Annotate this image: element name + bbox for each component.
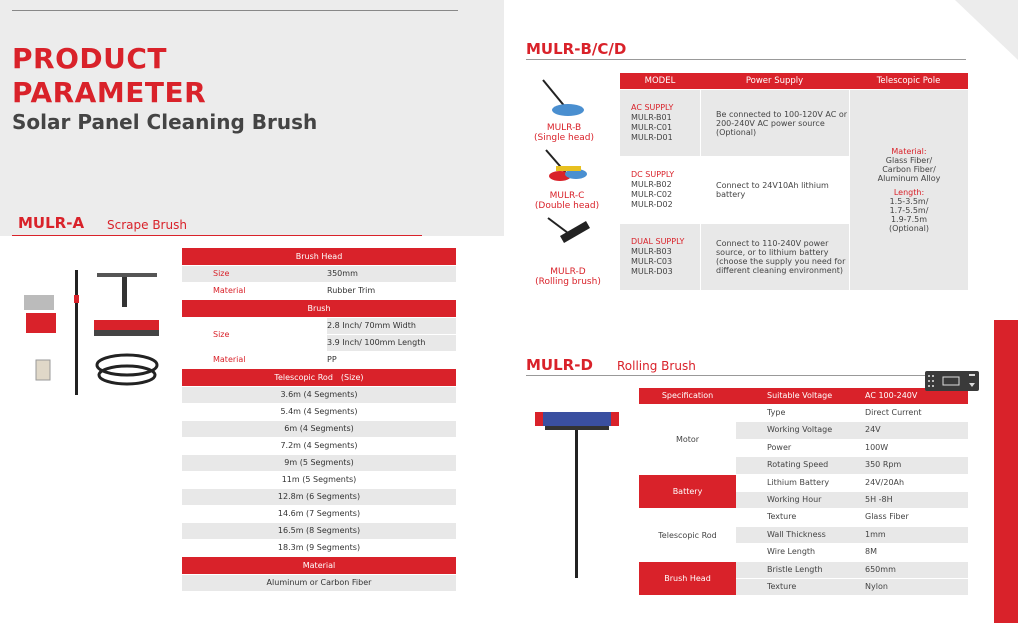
prod-name: MULR-C xyxy=(549,191,585,201)
spec-value: 24V/20Ah xyxy=(865,477,905,487)
prod-label-d xyxy=(533,267,603,287)
spec-key: Working Voltage xyxy=(767,425,833,435)
brush-size-block xyxy=(182,318,456,351)
mulr-bcd-table xyxy=(620,73,968,291)
rod-size: 14.6m (7 Segments) xyxy=(277,509,361,518)
mulr-d-subtitle: Rolling Brush xyxy=(617,359,696,373)
table-row xyxy=(736,405,968,421)
rod-size: 18.3m (9 Segments) xyxy=(277,543,361,552)
mulr-bcd-underline xyxy=(526,59,966,60)
brush-head-header: Brush Head xyxy=(182,248,456,265)
model-code: MULR-D01 xyxy=(631,133,673,142)
spec-value: 350 Rpm xyxy=(865,460,902,470)
table-row xyxy=(736,475,968,491)
spec-value: Glass Fiber xyxy=(865,512,909,522)
model-code: MULR-D03 xyxy=(631,267,673,276)
model-code: MULR-B03 xyxy=(631,247,672,256)
group-brush-head xyxy=(639,562,968,597)
col-power: Power Supply xyxy=(745,76,804,86)
mulr-bcd-title: MULR-B/C/D xyxy=(526,40,627,58)
mulr-d-product-image xyxy=(535,408,620,580)
rod-size: 12.8m (6 Segments) xyxy=(277,492,361,501)
group-label: Battery xyxy=(639,475,736,509)
row-key: Material xyxy=(213,355,246,364)
table-row xyxy=(736,422,968,438)
col-voltage: Suitable Voltage xyxy=(767,391,833,400)
table-row xyxy=(736,457,968,473)
spec-key: Rotating Speed xyxy=(767,460,829,470)
spec-key: Wall Thickness xyxy=(767,529,826,539)
mulr-d-underline xyxy=(526,375,966,376)
table-row xyxy=(182,455,456,471)
col-model: MODEL xyxy=(644,76,676,86)
prod-desc: (Double head) xyxy=(534,201,600,211)
right-accent-bar xyxy=(994,320,1018,623)
spec-value: 650mm xyxy=(865,564,896,574)
table-row xyxy=(736,440,968,456)
row-value: PP xyxy=(327,355,337,364)
table-row xyxy=(182,540,456,556)
mulr-a-subtitle: Scrape Brush xyxy=(107,218,187,232)
table-row xyxy=(736,527,968,543)
spec-key: Power xyxy=(767,442,792,452)
table-row xyxy=(736,544,968,560)
table-row xyxy=(620,90,849,156)
table-row xyxy=(182,489,456,505)
keyboard-icon xyxy=(925,371,979,391)
row-key: Size xyxy=(213,269,230,278)
col-pole: Telescopic Pole xyxy=(876,76,941,86)
table-header xyxy=(620,73,968,89)
rod-size: 9m (5 Segments) xyxy=(284,458,354,467)
row-value: 350mm xyxy=(327,269,358,278)
mulr-a-underline xyxy=(12,235,422,236)
pole-length: (Optional) xyxy=(888,224,930,233)
table-row xyxy=(620,157,849,223)
page-subtitle: Solar Panel Cleaning Brush xyxy=(12,110,318,134)
model-code: MULR-B01 xyxy=(631,113,672,122)
spec-value: 24V xyxy=(865,425,881,435)
pole-length-heading: Length: xyxy=(893,188,925,197)
row-value: 3.9 Inch/ 100mm Length xyxy=(327,335,456,351)
pole-material: Aluminum Alloy xyxy=(877,174,941,183)
row-value: 2.8 Inch/ 70mm Width xyxy=(327,318,456,334)
prod-desc: (Single head) xyxy=(533,133,595,143)
row-key: Size xyxy=(182,318,327,351)
supply-type: AC SUPPLY xyxy=(631,103,674,112)
model-code: MULR-D02 xyxy=(631,200,673,209)
table-row xyxy=(182,575,456,591)
page-title-line1: PRODUCT xyxy=(12,42,168,75)
spec-key: Lithium Battery xyxy=(767,477,830,487)
table-row xyxy=(736,492,968,508)
spec-value: Direct Current xyxy=(865,408,922,417)
prod-label-b xyxy=(533,123,595,143)
model-code: MULR-C03 xyxy=(631,257,673,266)
table-row xyxy=(620,224,849,290)
mulr-d-title: MULR-D xyxy=(526,356,593,374)
brush-header: Brush xyxy=(182,300,456,317)
group-label: Motor xyxy=(675,435,700,445)
material-header: Material xyxy=(182,557,456,574)
model-code: MULR-C01 xyxy=(631,123,673,132)
mulr-bcd-product-images xyxy=(538,78,598,253)
row-key: Material xyxy=(213,286,246,295)
spec-value: Nylon xyxy=(865,581,888,591)
spec-key: Bristle Length xyxy=(767,564,823,574)
power-desc: Be connected to 100-120V AC or 200-240V AC power source (Optional) xyxy=(700,90,849,156)
row-value: Rubber Trim xyxy=(327,286,376,295)
table-row xyxy=(182,506,456,522)
corner-fold xyxy=(955,0,1018,60)
prod-name: MULR-D xyxy=(550,267,586,277)
prod-label-c xyxy=(533,191,601,211)
pole-material: Carbon Fiber/ xyxy=(882,165,936,174)
pole-length: 1.7-5.5m/ xyxy=(889,206,929,215)
col-specification: Specification xyxy=(661,391,714,400)
model-code: MULR-B02 xyxy=(631,180,672,189)
pole-length: 1.5-3.5m/ xyxy=(889,197,929,206)
prod-desc: (Rolling brush) xyxy=(535,277,601,287)
group-motor xyxy=(639,405,968,475)
spec-value: 5H -8H xyxy=(865,494,893,504)
spec-key: Wire Length xyxy=(767,547,816,557)
rod-size: 16.5m (8 Segments) xyxy=(277,526,361,535)
spec-key: Type xyxy=(767,408,786,417)
rod-header: Telescopic Rod (Size) xyxy=(182,369,456,386)
table-row xyxy=(736,562,968,578)
mulr-a-product-images xyxy=(22,265,162,395)
table-row xyxy=(182,472,456,488)
rod-size: 6m (4 Segments) xyxy=(284,424,354,433)
table-row xyxy=(182,283,456,299)
power-desc: Connect to 24V10Ah lithium battery xyxy=(700,157,849,223)
pole-material-heading: Material: xyxy=(891,147,927,156)
table-row xyxy=(736,509,968,525)
group-telescopic-rod xyxy=(639,509,968,561)
table-header xyxy=(639,388,968,404)
mulr-a-title: MULR-A xyxy=(18,214,85,232)
pole-spec xyxy=(850,90,968,290)
mulr-d-spec-table xyxy=(639,388,968,596)
prod-name: MULR-B xyxy=(546,123,582,133)
rod-size: 5.4m (4 Segments) xyxy=(280,407,358,416)
col-voltage-value: AC 100-240V xyxy=(865,391,918,400)
table-row xyxy=(182,266,456,282)
spec-value: 8M xyxy=(865,547,877,557)
top-divider xyxy=(12,10,458,11)
supply-type: DC SUPPLY xyxy=(631,170,675,179)
pole-length: 1.9-7.5m xyxy=(890,215,928,224)
spec-key: Texture xyxy=(767,581,797,591)
mulr-a-spec-table xyxy=(182,248,456,592)
material-value: Aluminum or Carbon Fiber xyxy=(266,578,372,587)
spec-value: 100W xyxy=(865,442,889,452)
rod-size: 11m (5 Segments) xyxy=(281,475,357,484)
keyboard-widget[interactable] xyxy=(925,371,979,391)
rod-size: 7.2m (4 Segments) xyxy=(280,441,358,450)
group-label: Brush Head xyxy=(639,562,736,596)
page-title-line2: PARAMETER xyxy=(12,76,207,109)
table-row xyxy=(182,352,456,368)
table-row xyxy=(736,579,968,595)
supply-type: DUAL SUPPLY xyxy=(631,237,685,246)
spec-key: Working Hour xyxy=(767,494,822,504)
group-battery xyxy=(639,475,968,510)
table-row xyxy=(182,438,456,454)
table-row xyxy=(182,404,456,420)
rod-size: 3.6m (4 Segments) xyxy=(280,390,358,399)
group-label: Telescopic Rod xyxy=(658,530,717,540)
pole-material: Glass Fiber/ xyxy=(885,156,933,165)
spec-value: 1mm xyxy=(865,529,886,539)
table-row xyxy=(182,387,456,403)
spec-key: Texture xyxy=(767,512,797,522)
table-row xyxy=(182,421,456,437)
table-row xyxy=(182,523,456,539)
model-code: MULR-C02 xyxy=(631,190,673,199)
power-desc: Connect to 110-240V power source, or to lithium battery (choose the supply you need for different cleaning environment) xyxy=(700,224,849,290)
